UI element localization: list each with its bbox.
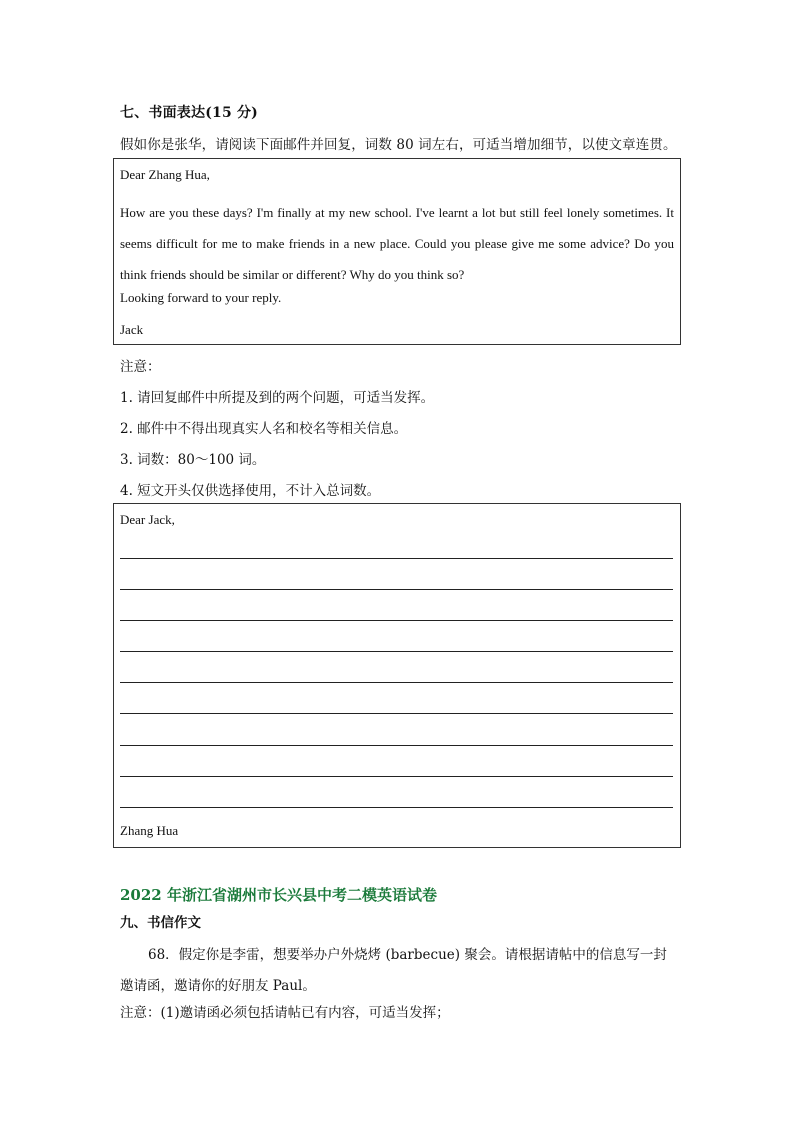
question-note: 注意：(1)邀请函必须包括请帖已有内容，可适当发挥；: [120, 1005, 450, 1021]
writing-line[interactable]: [120, 745, 673, 746]
writing-line[interactable]: [120, 558, 673, 559]
answer-signature: Zhang Hua: [120, 823, 179, 838]
section-instruction: 假如你是张华，请阅读下面邮件并回复，词数 80 词左右，可适当增加细节，以使文章连贯。: [120, 137, 677, 153]
email-closing: Looking forward to your reply.: [120, 290, 282, 305]
writing-line[interactable]: [120, 620, 673, 621]
question-text: 68．假定你是李雷，想要举办户外烧烤 (barbecue) 聚会。请根据请帖中的信息写一封邀请函，邀请你的好朋友 Paul。: [120, 947, 667, 994]
note-item: 2. 邮件中不得出现真实人名和校名等相关信息。: [120, 421, 408, 437]
email-box: [113, 158, 681, 345]
email-signature: Jack: [120, 322, 144, 337]
writing-line[interactable]: [120, 682, 673, 683]
note-item: 4. 短文开头仅供选择使用，不计入总词数。: [120, 483, 381, 499]
writing-line[interactable]: [120, 807, 673, 808]
writing-line[interactable]: [120, 651, 673, 652]
writing-line[interactable]: [120, 589, 673, 590]
writing-line[interactable]: [120, 776, 673, 777]
answer-box: [113, 503, 681, 848]
email-greeting: Dear Zhang Hua,: [120, 167, 210, 182]
section-title: 七、书面表达(15 分): [120, 105, 259, 121]
writing-line[interactable]: [120, 713, 673, 714]
exam-section-title: 九、书信作文: [120, 915, 201, 931]
answer-greeting: Dear Jack,: [120, 512, 175, 527]
notes-title: 注意：: [120, 359, 161, 375]
email-body: How are you these days? I'm finally at my new school. I've learnt a lot but still feel lonely sometimes. It seems difficult for me to make friends in a new place. Could you please give me some advice? Do you think friends should be similar or different? Why do you think so?: [120, 205, 674, 282]
note-item: 1. 请回复邮件中所提及到的两个问题，可适当发挥。: [120, 390, 435, 406]
note-item: 3. 词数：80～100 词。: [120, 452, 266, 468]
exam-title: 2022 年浙江省湖州市长兴县中考二模英语试卷: [120, 886, 437, 904]
